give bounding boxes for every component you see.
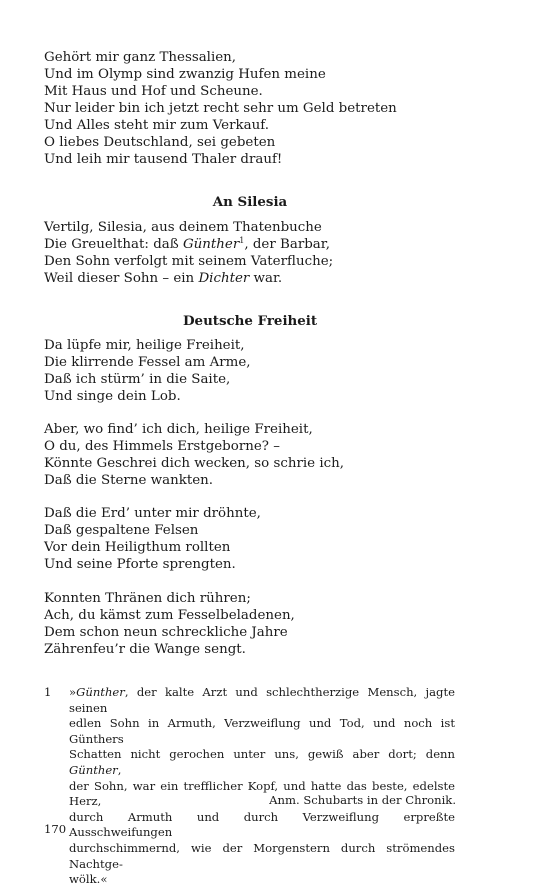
verse-line: Den Sohn verfolgt mit seinem Vaterfluche; — [44, 254, 334, 269]
verse-line: Die klirrende Fessel am Arme, — [44, 355, 251, 370]
verse-line: Vertilg, Silesia, aus deinem Thatenbuche — [44, 220, 322, 235]
footnote-ref[interactable]: 1 — [239, 236, 245, 245]
verse-line: Zährenfeu’r die Wange sengt. — [44, 642, 246, 657]
verse-line: Weil dieser Sohn – ein Dichter war. — [44, 271, 283, 286]
footnote-line: der Sohn, war ein trefflicher Kopf, und hatte das beste, edelste Herz, — [69, 778, 455, 809]
verse-line: Dem schon neun schreckliche Jahre — [44, 625, 288, 640]
poem-title-freiheit: Deutsche Freiheit — [182, 313, 318, 329]
footnote-number: 1 — [44, 685, 52, 699]
verse-line: Und Alles steht mir zum Verkauf. — [44, 118, 269, 133]
freiheit-stanza-1 — [44, 337, 456, 405]
freiheit-stanza-2 — [44, 421, 456, 489]
verse-line: Die Greuelthat: daß Günther$^1$, der Barbar, — [44, 236, 330, 252]
intro-stanza — [44, 49, 456, 168]
verse-line: Ach, du kämst zum Fesselbeladenen, — [44, 608, 295, 623]
verse-line: Konnten Thränen dich rühren; — [44, 591, 251, 606]
verse-line: Vor dein Heiligthum rollten — [44, 540, 231, 555]
emphasis-guenther: Günther — [182, 237, 240, 252]
verse-line: Nur leider bin ich jetzt recht sehr um Geld betreten — [44, 101, 397, 116]
verse-line: Daß die Sterne wankten. — [44, 473, 214, 488]
verse-line: Und singe dein Lob. — [44, 389, 181, 404]
verse-line: Mit Haus und Hof und Scheune. — [44, 84, 263, 99]
verse-line: Daß die Erd’ unter mir dröhnte, — [44, 506, 261, 521]
footnote-line: »Günther, der kalte Arzt und schlechtherzige Mensch, jagte seinen — [69, 685, 455, 715]
page-number: 170 — [44, 822, 67, 836]
silesia-stanza — [44, 219, 456, 287]
footnote-signature: Anm. Schubarts in der Chronik. — [269, 793, 456, 807]
poem-title-silesia: An Silesia — [212, 194, 288, 210]
footnote-line: wölk.« — [69, 872, 108, 887]
freiheit-stanza-4 — [44, 590, 456, 658]
verse-line: Gehört mir ganz Thessalien, — [44, 50, 237, 65]
footnote-line: durchschimmernd, wie der Morgenstern durch strömendes Nachtge- — [69, 840, 455, 871]
verse-line: Und im Olymp sind zwanzig Hufen meine — [44, 67, 326, 82]
verse-line: Und leih mir tausend Thaler drauf! — [44, 152, 283, 167]
verse-line: O du, des Himmels Erstgeborne? – — [44, 439, 280, 454]
footnote-line: durch Armuth und durch Verzweiflung erpreßte Ausschweifungen — [69, 809, 455, 840]
emphasis-dichter: Dichter — [198, 271, 250, 286]
verse-line: O liebes Deutschland, sei gebeten — [44, 135, 276, 150]
footnote-text — [69, 685, 455, 888]
verse-line: Und seine Pforte sprengten. — [44, 557, 236, 572]
freiheit-stanza-3 — [44, 505, 456, 573]
verse-line: Daß ich stürm’ in die Saite, — [44, 372, 231, 387]
verse-line: Da lüpfe mir, heilige Freiheit, — [44, 338, 245, 353]
verse-line: Aber, wo find’ ich dich, heilige Freiheit, — [44, 422, 313, 437]
verse-line: Daß gespaltene Felsen — [44, 523, 199, 538]
verse-line: Könnte Geschrei dich wecken, so schrie ich, — [44, 456, 345, 471]
footnote-line: edlen Sohn in Armuth, Verzweiflung und Tod, und noch ist Günthers — [69, 716, 455, 746]
book-page — [44, 0, 456, 887]
footnote-line: Schatten nicht gerochen unter uns, gewiß aber dort; denn Günther, — [69, 747, 455, 777]
